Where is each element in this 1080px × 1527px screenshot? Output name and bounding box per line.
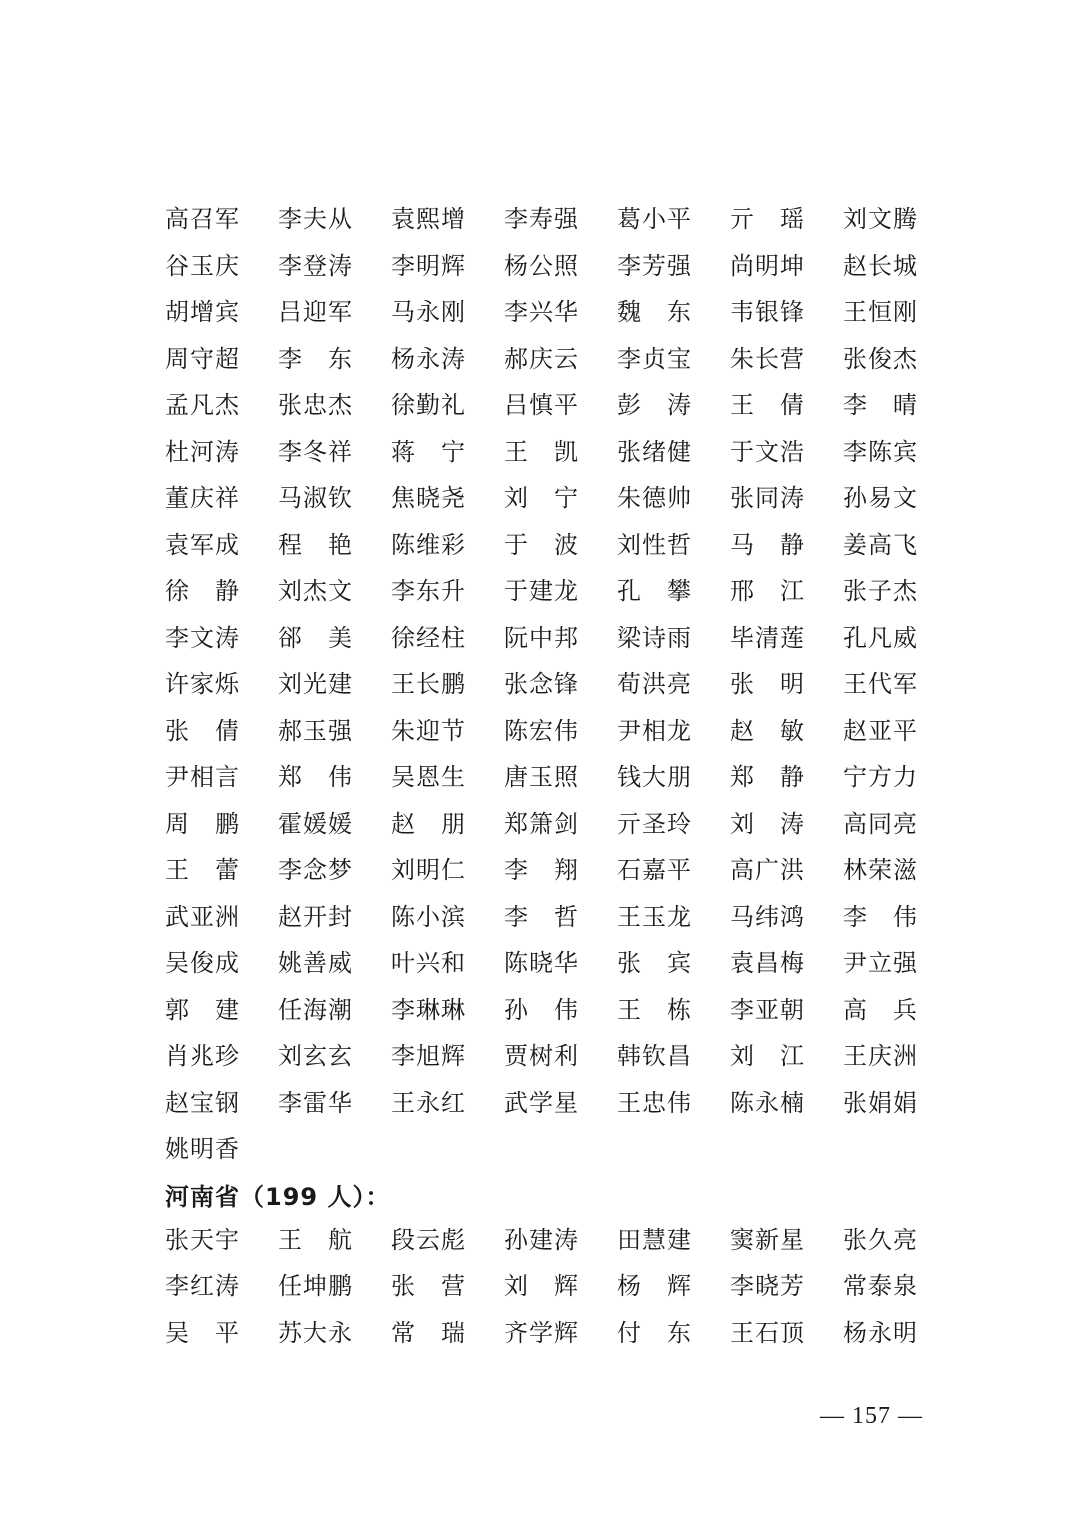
person-name: 张娟娟 xyxy=(843,1088,918,1117)
person-name: 杨公照 xyxy=(504,251,579,280)
person-name: 李 哲 xyxy=(504,902,579,931)
person-name: 李雷华 xyxy=(278,1088,353,1117)
name-row xyxy=(165,1310,945,1357)
person-name: 武亚洲 xyxy=(165,902,240,931)
person-name: 张天宇 xyxy=(165,1225,240,1254)
person-name: 王石顶 xyxy=(730,1318,805,1347)
person-name: 尹相言 xyxy=(165,763,240,792)
person-name: 张 倩 xyxy=(165,716,240,745)
name-row xyxy=(165,661,945,708)
person-name: 朱迎节 xyxy=(391,716,466,745)
person-name: 马永刚 xyxy=(391,298,466,327)
person-name: 李旭辉 xyxy=(391,1042,466,1071)
person-name: 李 东 xyxy=(278,344,353,373)
person-name: 胡增宾 xyxy=(165,298,240,327)
person-name: 尚明坤 xyxy=(730,251,805,280)
person-name: 杨 辉 xyxy=(617,1272,692,1301)
person-name: 郭 建 xyxy=(165,995,240,1024)
person-name: 刘光建 xyxy=(278,670,353,699)
person-name: 林荣滋 xyxy=(843,856,918,885)
person-name: 魏 东 xyxy=(617,298,692,327)
person-name: 吕迎军 xyxy=(278,298,353,327)
name-row xyxy=(165,1126,945,1173)
person-name: 刘 宁 xyxy=(504,484,579,513)
person-name: 许家烁 xyxy=(165,670,240,699)
name-section-previous-province xyxy=(165,196,945,1173)
name-row xyxy=(165,894,945,941)
person-name: 王庆洲 xyxy=(843,1042,918,1071)
person-name: 田慧建 xyxy=(617,1225,692,1254)
name-row xyxy=(165,196,945,243)
person-name: 常泰泉 xyxy=(843,1272,918,1301)
person-name: 孟凡杰 xyxy=(165,391,240,420)
name-row xyxy=(165,475,945,522)
person-name: 赵亚平 xyxy=(843,716,918,745)
person-name: 李文涛 xyxy=(165,623,240,652)
person-name: 高召军 xyxy=(165,205,240,234)
person-name: 李 翔 xyxy=(504,856,579,885)
person-name: 陈维彩 xyxy=(391,530,466,559)
person-name: 韦银锋 xyxy=(730,298,805,327)
person-name: 武学星 xyxy=(504,1088,579,1117)
page-number: — 157 — xyxy=(820,1403,923,1429)
person-name: 荀洪亮 xyxy=(617,670,692,699)
person-name: 肖兆珍 xyxy=(165,1042,240,1071)
person-name: 王忠伟 xyxy=(617,1088,692,1117)
person-name: 张 宾 xyxy=(617,949,692,978)
person-name: 李兴华 xyxy=(504,298,579,327)
person-name: 齐学辉 xyxy=(504,1318,579,1347)
person-name: 李晓芳 xyxy=(730,1272,805,1301)
person-name: 刘明仁 xyxy=(391,856,466,885)
person-name: 王代军 xyxy=(843,670,918,699)
person-name: 阮中邦 xyxy=(504,623,579,652)
person-name: 周 鹏 xyxy=(165,809,240,838)
person-name: 窦新星 xyxy=(730,1225,805,1254)
person-name: 王恒刚 xyxy=(843,298,918,327)
person-name: 张子杰 xyxy=(843,577,918,606)
person-name: 郝玉强 xyxy=(278,716,353,745)
person-name: 钱大朋 xyxy=(617,763,692,792)
person-name: 张 明 xyxy=(730,670,805,699)
person-name: 焦晓尧 xyxy=(391,484,466,513)
person-name: 张俊杰 xyxy=(843,344,918,373)
person-name: 陈永楠 xyxy=(730,1088,805,1117)
person-name: 李冬祥 xyxy=(278,437,353,466)
person-name: 马 静 xyxy=(730,530,805,559)
person-name: 郑箫剑 xyxy=(504,809,579,838)
person-name: 刘 辉 xyxy=(504,1272,579,1301)
name-section-henan xyxy=(165,1217,945,1357)
person-name: 郑 静 xyxy=(730,763,805,792)
person-name: 于建龙 xyxy=(504,577,579,606)
person-name: 张同涛 xyxy=(730,484,805,513)
person-name: 高 兵 xyxy=(843,995,918,1024)
person-name: 李红涛 xyxy=(165,1272,240,1301)
person-name: 毕清莲 xyxy=(730,623,805,652)
person-name: 唐玉照 xyxy=(504,763,579,792)
name-row xyxy=(165,429,945,476)
person-name: 谷玉庆 xyxy=(165,251,240,280)
person-name: 徐 静 xyxy=(165,577,240,606)
person-name: 付 东 xyxy=(617,1318,692,1347)
person-name: 李登涛 xyxy=(278,251,353,280)
person-name: 朱德帅 xyxy=(617,484,692,513)
person-name: 张久亮 xyxy=(843,1225,918,1254)
person-name: 李亚朝 xyxy=(730,995,805,1024)
name-row xyxy=(165,940,945,987)
person-name: 葛小平 xyxy=(617,205,692,234)
name-row xyxy=(165,615,945,662)
person-name: 贾树利 xyxy=(504,1042,579,1071)
person-name: 陈宏伟 xyxy=(504,716,579,745)
person-name: 郑 伟 xyxy=(278,763,353,792)
person-name: 宁方力 xyxy=(843,763,918,792)
person-name: 刘性哲 xyxy=(617,530,692,559)
person-name: 杜河涛 xyxy=(165,437,240,466)
name-row xyxy=(165,382,945,429)
person-name: 赵开封 xyxy=(278,902,353,931)
name-row xyxy=(165,1217,945,1264)
person-name: 亓圣玲 xyxy=(617,809,692,838)
person-name: 王 蕾 xyxy=(165,856,240,885)
person-name: 高同亮 xyxy=(843,809,918,838)
person-name: 袁昌梅 xyxy=(730,949,805,978)
person-name: 程 艳 xyxy=(278,530,353,559)
person-name: 李 晴 xyxy=(843,391,918,420)
person-name: 姚善威 xyxy=(278,949,353,978)
name-row xyxy=(165,289,945,336)
person-name: 张 营 xyxy=(391,1272,466,1301)
person-name: 任海潮 xyxy=(278,995,353,1024)
person-name: 李琳琳 xyxy=(391,995,466,1024)
person-name: 任坤鹏 xyxy=(278,1272,353,1301)
person-name: 王 栋 xyxy=(617,995,692,1024)
person-name: 杨永涛 xyxy=(391,344,466,373)
person-name: 孙 伟 xyxy=(504,995,579,1024)
name-row xyxy=(165,708,945,755)
person-name: 吴 平 xyxy=(165,1318,240,1347)
person-name: 董庆祥 xyxy=(165,484,240,513)
person-name: 王长鹏 xyxy=(391,670,466,699)
name-row xyxy=(165,754,945,801)
person-name: 李明辉 xyxy=(391,251,466,280)
person-name: 刘玄玄 xyxy=(278,1042,353,1071)
person-name: 李东升 xyxy=(391,577,466,606)
person-name: 姜高飞 xyxy=(843,530,918,559)
name-row xyxy=(165,987,945,1034)
person-name: 李念梦 xyxy=(278,856,353,885)
person-name: 吴俊成 xyxy=(165,949,240,978)
person-name: 苏大永 xyxy=(278,1318,353,1347)
person-name: 叶兴和 xyxy=(391,949,466,978)
person-name: 李陈宾 xyxy=(843,437,918,466)
person-name: 梁诗雨 xyxy=(617,623,692,652)
person-name: 尹立强 xyxy=(843,949,918,978)
name-list xyxy=(165,196,945,1356)
person-name: 王 凯 xyxy=(504,437,579,466)
person-name: 王永红 xyxy=(391,1088,466,1117)
person-name: 徐勤礼 xyxy=(391,391,466,420)
person-name: 周守超 xyxy=(165,344,240,373)
name-row xyxy=(165,243,945,290)
person-name: 郝庆云 xyxy=(504,344,579,373)
person-name: 赵 朋 xyxy=(391,809,466,838)
person-name: 马淑钦 xyxy=(278,484,353,513)
person-name: 赵宝钢 xyxy=(165,1088,240,1117)
name-row xyxy=(165,1263,945,1310)
person-name: 于文浩 xyxy=(730,437,805,466)
person-name: 刘文腾 xyxy=(843,205,918,234)
person-name: 张绪健 xyxy=(617,437,692,466)
person-name: 孙易文 xyxy=(843,484,918,513)
person-name: 杨永明 xyxy=(843,1318,918,1347)
person-name: 吕慎平 xyxy=(504,391,579,420)
person-name: 袁军成 xyxy=(165,530,240,559)
person-name: 马纬鸿 xyxy=(730,902,805,931)
name-row xyxy=(165,568,945,615)
person-name: 尹相龙 xyxy=(617,716,692,745)
name-row xyxy=(165,801,945,848)
person-name: 张忠杰 xyxy=(278,391,353,420)
person-name: 陈晓华 xyxy=(504,949,579,978)
person-name: 刘杰文 xyxy=(278,577,353,606)
person-name: 孔 攀 xyxy=(617,577,692,606)
person-name: 王 航 xyxy=(278,1225,353,1254)
person-name: 张念锋 xyxy=(504,670,579,699)
person-name: 吴恩生 xyxy=(391,763,466,792)
person-name: 赵 敏 xyxy=(730,716,805,745)
person-name: 刘 涛 xyxy=(730,809,805,838)
person-name: 于 波 xyxy=(504,530,579,559)
person-name: 姚明香 xyxy=(165,1135,240,1164)
name-row xyxy=(165,336,945,383)
person-name: 段云彪 xyxy=(391,1225,466,1254)
person-name: 高广洪 xyxy=(730,856,805,885)
person-name: 郤 美 xyxy=(278,623,353,652)
person-name: 李夫从 xyxy=(278,205,353,234)
person-name: 赵长城 xyxy=(843,251,918,280)
name-row xyxy=(165,522,945,569)
person-name: 朱长营 xyxy=(730,344,805,373)
person-name: 徐经柱 xyxy=(391,623,466,652)
name-row xyxy=(165,1033,945,1080)
person-name: 邢 江 xyxy=(730,577,805,606)
person-name: 王玉龙 xyxy=(617,902,692,931)
person-name: 李 伟 xyxy=(843,902,918,931)
person-name: 陈小滨 xyxy=(391,902,466,931)
person-name: 孙建涛 xyxy=(504,1225,579,1254)
person-name: 王 倩 xyxy=(730,391,805,420)
person-name: 霍媛媛 xyxy=(278,809,353,838)
person-name: 常 瑞 xyxy=(391,1318,466,1347)
name-row xyxy=(165,1080,945,1127)
person-name: 李芳强 xyxy=(617,251,692,280)
section-heading-henan: 河南省（199 人）： xyxy=(165,1183,391,1211)
person-name: 蒋 宁 xyxy=(391,437,466,466)
person-name: 袁熙增 xyxy=(391,205,466,234)
person-name: 亓 瑶 xyxy=(730,205,805,234)
person-name: 刘 江 xyxy=(730,1042,805,1071)
person-name: 韩钦昌 xyxy=(617,1042,692,1071)
person-name: 李贞宝 xyxy=(617,344,692,373)
person-name: 石嘉平 xyxy=(617,856,692,885)
person-name: 彭 涛 xyxy=(617,391,692,420)
person-name: 孔凡威 xyxy=(843,623,918,652)
name-row xyxy=(165,847,945,894)
person-name: 李寿强 xyxy=(504,205,579,234)
